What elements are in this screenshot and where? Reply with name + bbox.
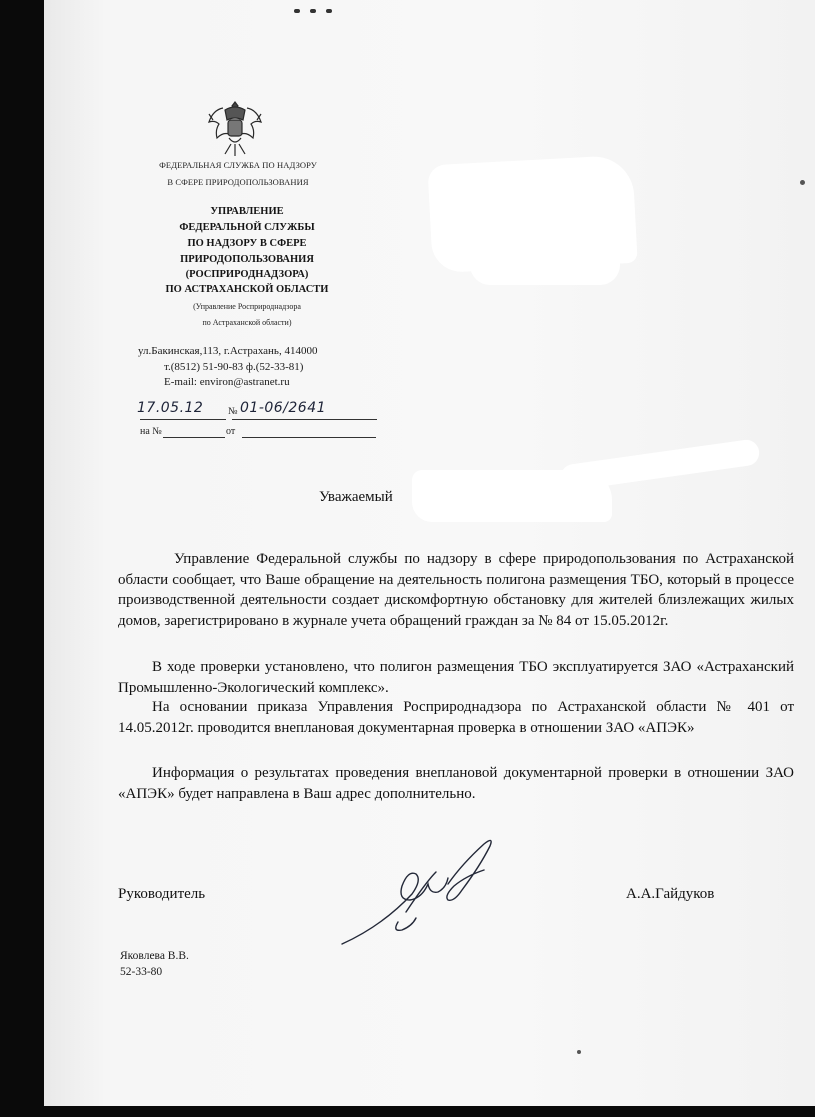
reply-number-underline [163,437,225,438]
department-short-line: по Астраханской области) [202,318,292,327]
letter-paragraph: Информация о результатах проведения внеплановой документарной проверки в отношении ЗАО «АПЭК» будет направлена в Ваш адрес дополнительно. [118,765,794,802]
signatory-name: А.А.Гайдуков [626,886,715,902]
reply-date-underline [242,437,376,438]
number-sign-label: № [228,406,238,417]
postal-address: ул.Бакинская,113, г.Астрахань, 414000 [138,345,318,357]
letter-paragraph: Управление Федеральной службы по надзору в сфере природопользования по Астраханской области сообщает, что Ваше обращение на деятельность полигона размещения ТБО, который в процессе производственной деятельности создает дискомфортную обстановку для жителей близлежащих жилых домов, зарегистрировано в журнале учета обращений граждан за № 84 от 15.05.2012г. [118,551,794,629]
coat-of-arms-emblem-icon [203,98,267,158]
scan-speck [577,1050,581,1054]
email-address: E-mail: environ@astranet.ru [164,376,290,388]
reply-from-label: от [226,426,236,437]
salutation: Уважаемый [319,489,393,505]
scan-border-bottom [0,1106,815,1117]
letter-paragraph: На основании приказа Управления Росприроднадзора по Астраханской области № 401 от 14.05.2012г. проводится внеплановая документарная проверка в отношении ЗАО «АПЭК» [118,699,794,736]
department-line: ПРИРОДОПОЛЬЗОВАНИЯ [180,254,314,265]
scan-border-left [0,0,44,1117]
executor-phone: 52-33-80 [120,966,163,978]
signatory-position: Руководитель [118,886,206,902]
handwritten-outgoing-number: 01-06/2641 [240,400,327,416]
scan-speck [800,180,805,185]
scan-smudge [294,0,354,6]
reply-to-label: на № [140,426,162,437]
department-short-line: (Управление Росприроднадзора [193,302,301,311]
date-underline [140,419,226,420]
number-underline [232,419,377,420]
handwritten-signature [336,838,516,950]
redacted-recipient-name [412,470,612,522]
agency-name-line2: В СФЕРЕ ПРИРОДОПОЛЬЗОВАНИЯ [167,177,309,187]
executor-name: Яковлева В.В. [120,950,189,962]
letter-paragraph: В ходе проверки установлено, что полигон размещения ТБО эксплуатируется ЗАО «Астраханский Промышленно-Экологический комплекс». [118,659,794,696]
handwritten-date: 17.05.12 [137,400,204,416]
phone-fax: т.(8512) 51-90-83 ф.(52-33-81) [164,361,304,373]
department-line: ПО АСТРАХАНСКОЙ ОБЛАСТИ [165,284,329,295]
department-line: (РОСПРИРОДНАДЗОРА) [185,269,309,280]
department-line: ФЕДЕРАЛЬНОЙ СЛУЖБЫ [179,222,315,233]
department-line: ПО НАДЗОРУ В СФЕРЕ [187,238,307,249]
agency-name-line1: ФЕДЕРАЛЬНАЯ СЛУЖБА ПО НАДЗОРУ [159,160,317,170]
department-line: УПРАВЛЕНИЕ [210,206,284,217]
redacted-recipient-address [470,230,620,285]
